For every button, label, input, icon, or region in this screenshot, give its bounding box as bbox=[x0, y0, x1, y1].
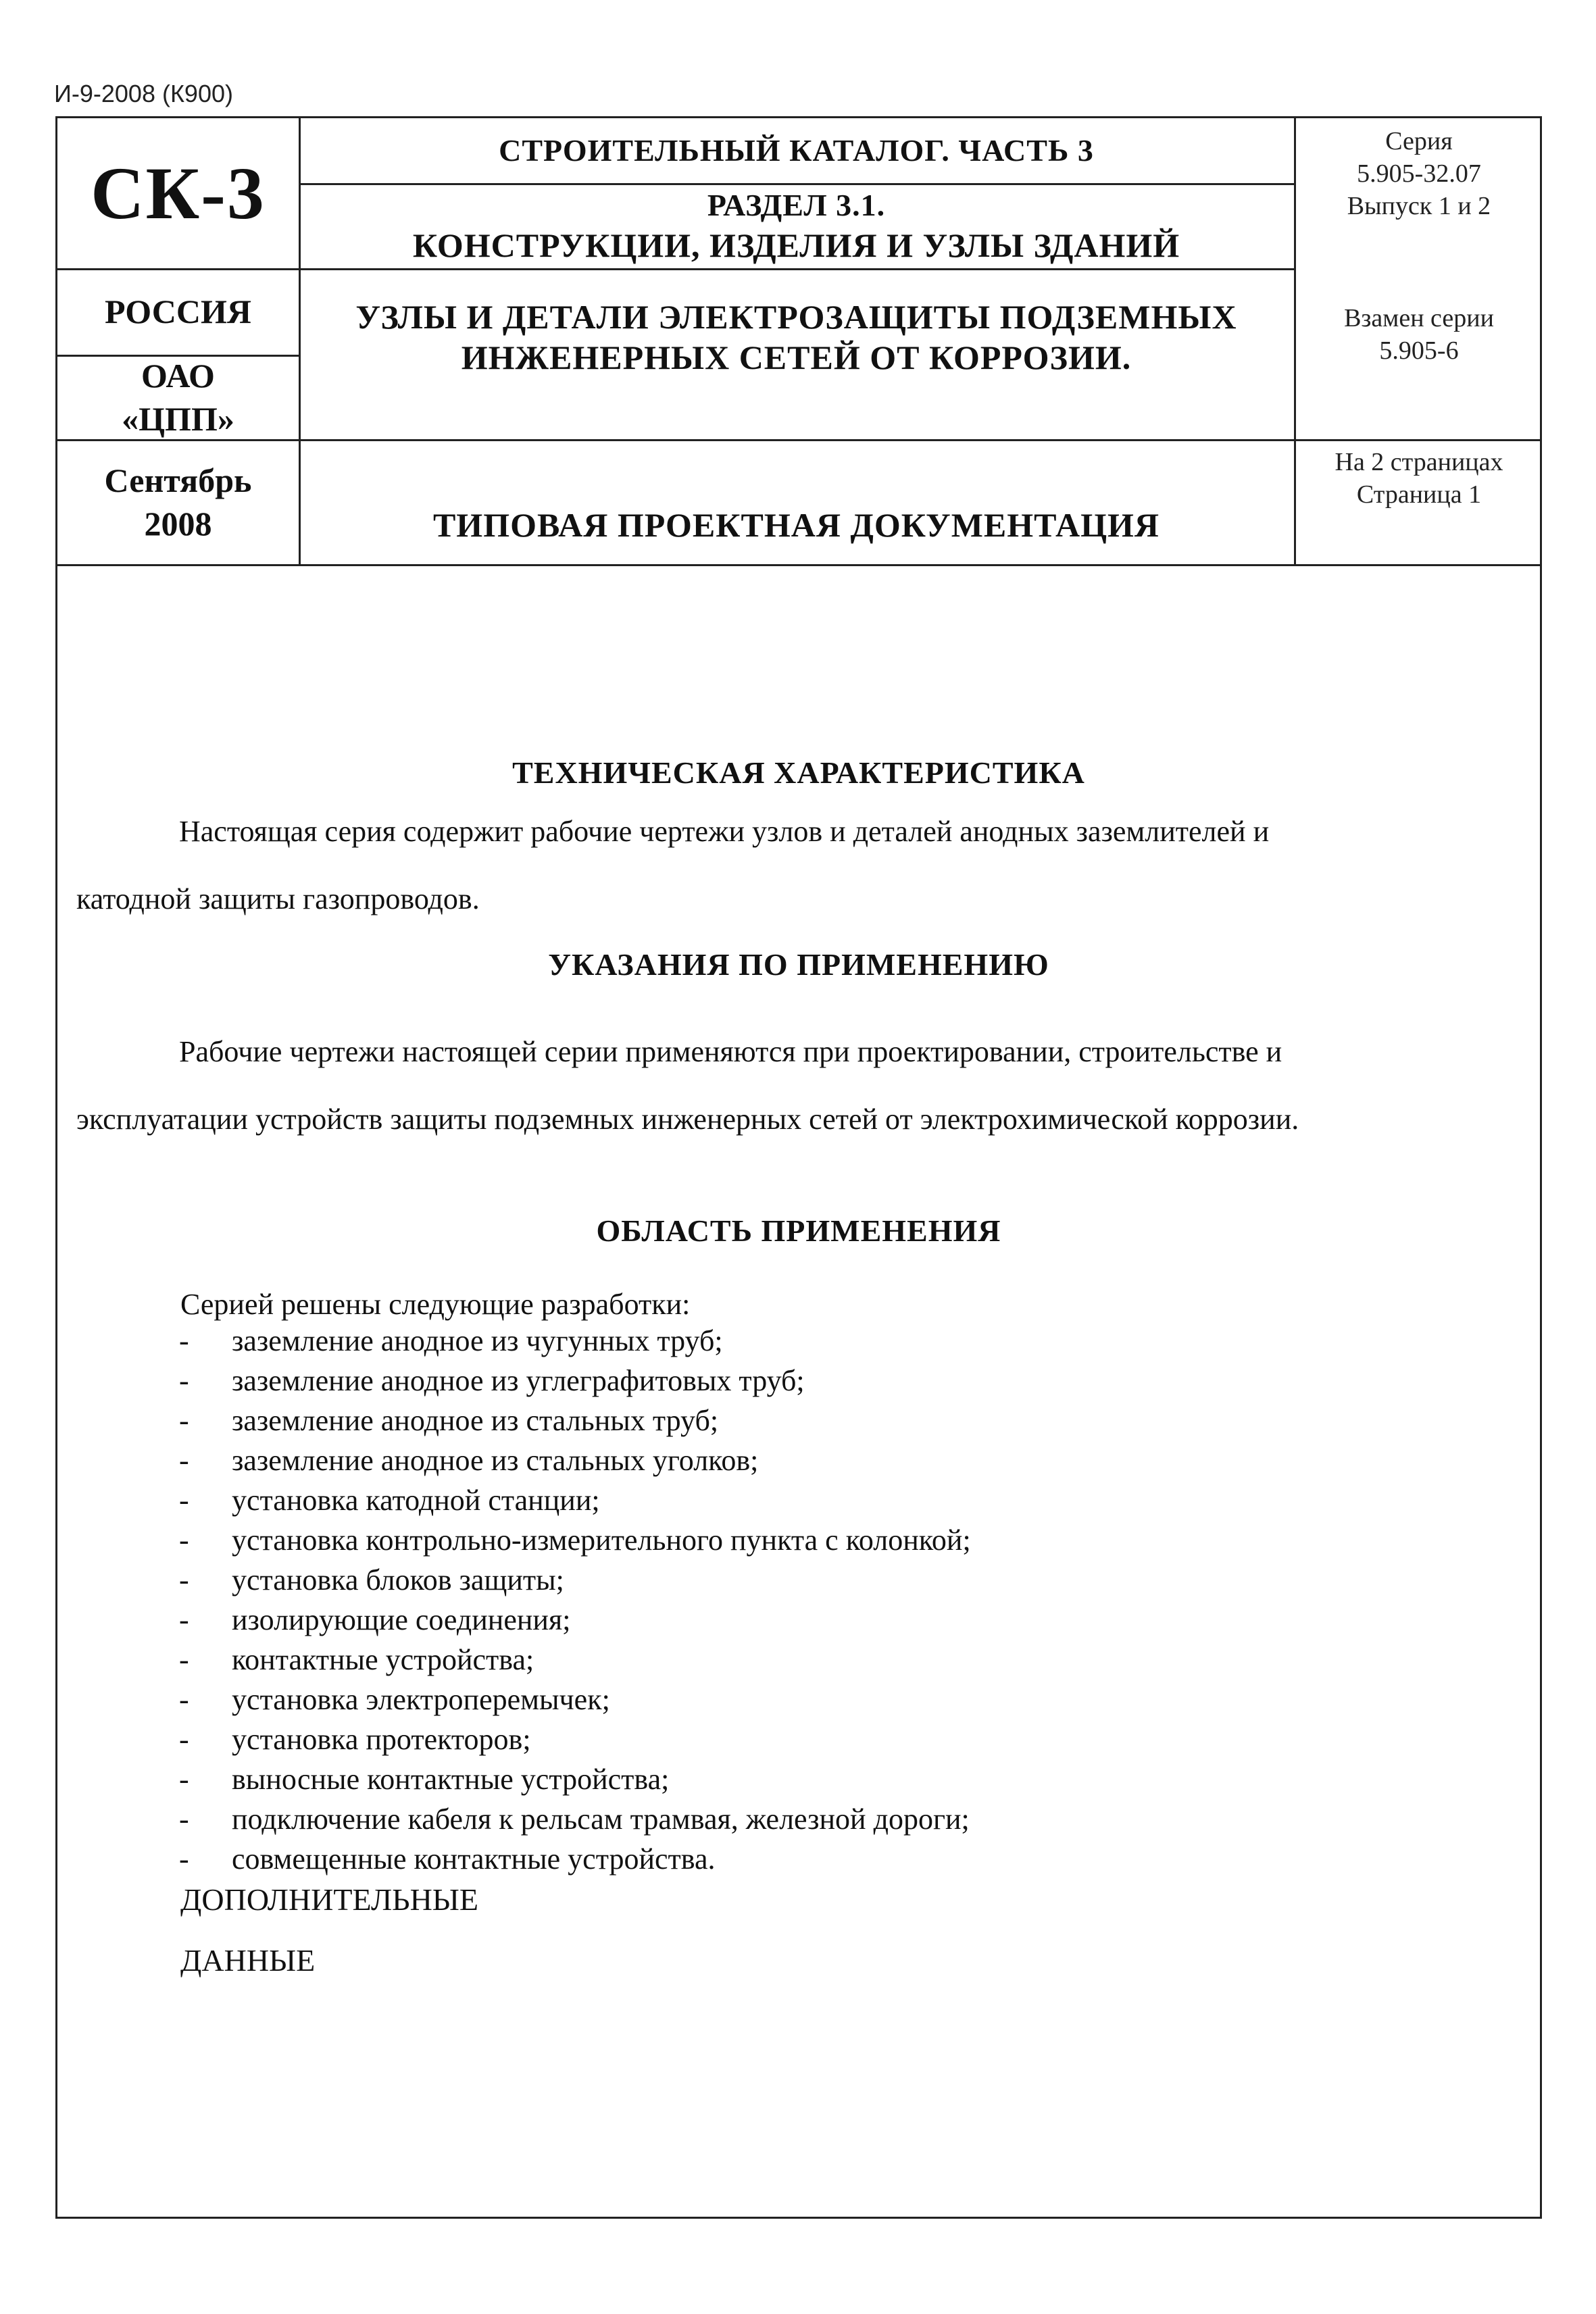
section-line-2: КОНСТРУКЦИИ, ИЗДЕЛИЯ И УЗЛЫ ЗДАНИЙ bbox=[412, 226, 1180, 264]
list-dash: - bbox=[179, 1643, 189, 1676]
list-item bbox=[179, 1680, 971, 1719]
list-item-text: подключение кабеля к рельсам трамвая, железной дороги; bbox=[232, 1803, 970, 1836]
tech-line-1: Настоящая серия содержит рабочие чертежи узлов и деталей анодных заземлителей и bbox=[179, 815, 1270, 848]
list-item-text: совмещенные контактные устройства. bbox=[232, 1842, 716, 1876]
catalog-logo bbox=[57, 118, 299, 268]
document-frame bbox=[55, 116, 1542, 2219]
list-item-text: заземление анодное из стальных уголков; bbox=[232, 1444, 759, 1477]
list-item bbox=[179, 1520, 971, 1560]
replaces-label: Взамен серии bbox=[1344, 304, 1494, 332]
catalog-title: СТРОИТЕЛЬНЫЙ КАТАЛОГ. ЧАСТЬ 3 bbox=[499, 133, 1094, 168]
doc-type: ТИПОВАЯ ПРОЕКТНАЯ ДОКУМЕНТАЦИЯ bbox=[432, 506, 1160, 544]
list-item bbox=[179, 1839, 971, 1879]
list-item bbox=[179, 1600, 971, 1640]
series-title-cell bbox=[299, 268, 1294, 439]
list-item-text: заземление анодное из углеграфитовых труб; bbox=[232, 1364, 805, 1397]
list-item-text: установка катодной станции; bbox=[232, 1484, 600, 1517]
list-item bbox=[179, 1440, 971, 1480]
list-dash: - bbox=[179, 1803, 189, 1836]
extra-data-line-1: ДОПОЛНИТЕЛЬНЫЕ bbox=[180, 1882, 479, 1917]
month: Сентябрь bbox=[104, 461, 252, 499]
page-current: Страница 1 bbox=[1356, 480, 1482, 509]
list-item-text: заземление анодное из стальных труб; bbox=[232, 1404, 719, 1437]
list-item bbox=[179, 1799, 971, 1839]
list-dash: - bbox=[179, 1603, 189, 1636]
list-item bbox=[179, 1321, 971, 1361]
section-line-1: РАЗДЕЛ 3.1. bbox=[707, 188, 886, 222]
extra-data-line-2: ДАННЫЕ bbox=[180, 1943, 316, 1978]
section-cell bbox=[299, 183, 1294, 268]
scope-intro: Серией решены следующие разработки: bbox=[180, 1288, 691, 1321]
country-cell bbox=[57, 268, 299, 355]
list-dash: - bbox=[179, 1364, 189, 1397]
list-item bbox=[179, 1759, 971, 1799]
list-item-text: установка электроперемычек; bbox=[232, 1683, 610, 1716]
list-dash: - bbox=[179, 1723, 189, 1756]
pages-total: На 2 страницах bbox=[1335, 448, 1503, 476]
list-dash: - bbox=[179, 1842, 189, 1876]
list-item-text: установка контрольно-измерительного пункта с колонкой; bbox=[232, 1524, 971, 1557]
scope-list bbox=[179, 1321, 971, 1879]
list-dash: - bbox=[179, 1524, 189, 1557]
year: 2008 bbox=[144, 504, 212, 543]
catalog-title-cell bbox=[299, 118, 1294, 183]
list-item-text: заземление анодное из чугунных труб; bbox=[232, 1324, 723, 1357]
usage-line-1: Рабочие чертежи настоящей серии применяются при проектировании, строительстве и bbox=[179, 1035, 1282, 1068]
usage-heading: УКАЗАНИЯ ПО ПРИМЕНЕНИЮ bbox=[548, 947, 1049, 982]
list-dash: - bbox=[179, 1484, 189, 1517]
list-item bbox=[179, 1480, 971, 1520]
doc-type-cell bbox=[299, 439, 1294, 564]
issue: Выпуск 1 и 2 bbox=[1347, 192, 1491, 220]
series-number: 5.905-32.07 bbox=[1357, 159, 1481, 188]
list-item bbox=[179, 1719, 971, 1759]
list-item-text: изолирующие соединения; bbox=[232, 1603, 571, 1636]
logo-text: СК-3 bbox=[91, 151, 266, 234]
org-line-1: ОАО bbox=[141, 356, 215, 395]
series-title-line-1: УЗЛЫ И ДЕТАЛИ ЭЛЕКТРОЗАЩИТЫ ПОДЗЕМНЫХ bbox=[355, 298, 1237, 336]
series-label: Серия bbox=[1385, 127, 1453, 155]
list-item bbox=[179, 1560, 971, 1600]
list-dash: - bbox=[179, 1404, 189, 1437]
org-line-2: «ЦПП» bbox=[122, 399, 234, 438]
replaces-cell bbox=[1294, 268, 1544, 439]
list-item-text: установка протекторов; bbox=[232, 1723, 531, 1756]
organization-cell bbox=[57, 355, 299, 439]
list-item-text: установка блоков защиты; bbox=[232, 1563, 564, 1596]
replaces-number: 5.905-6 bbox=[1379, 336, 1459, 365]
pages-cell bbox=[1294, 439, 1544, 564]
series-title-line-2: ИНЖЕНЕРНЫХ СЕТЕЙ ОТ КОРРОЗИИ. bbox=[461, 338, 1132, 376]
country: РОССИЯ bbox=[105, 293, 251, 330]
scope-heading: ОБЛАСТЬ ПРИМЕНЕНИЯ bbox=[596, 1213, 1001, 1248]
list-dash: - bbox=[179, 1444, 189, 1477]
list-item-text: контактные устройства; bbox=[232, 1643, 534, 1676]
list-item bbox=[179, 1401, 971, 1440]
list-dash: - bbox=[179, 1683, 189, 1716]
tech-line-2: катодной защиты газопроводов. bbox=[76, 882, 480, 915]
series-info-cell bbox=[1294, 118, 1544, 268]
list-item bbox=[179, 1361, 971, 1401]
list-item-text: выносные контактные устройства; bbox=[232, 1763, 670, 1796]
title-block bbox=[57, 118, 1540, 566]
document-id: И-9-2008 (К900) bbox=[54, 80, 233, 107]
date-cell bbox=[57, 439, 299, 564]
list-dash: - bbox=[179, 1563, 189, 1596]
list-item bbox=[179, 1640, 971, 1680]
list-dash: - bbox=[179, 1763, 189, 1796]
list-dash: - bbox=[179, 1324, 189, 1357]
tech-heading: ТЕХНИЧЕСКАЯ ХАРАКТЕРИСТИКА bbox=[512, 755, 1085, 790]
usage-line-2: эксплуатации устройств защиты подземных инженерных сетей от электрохимической коррозии. bbox=[76, 1103, 1299, 1136]
